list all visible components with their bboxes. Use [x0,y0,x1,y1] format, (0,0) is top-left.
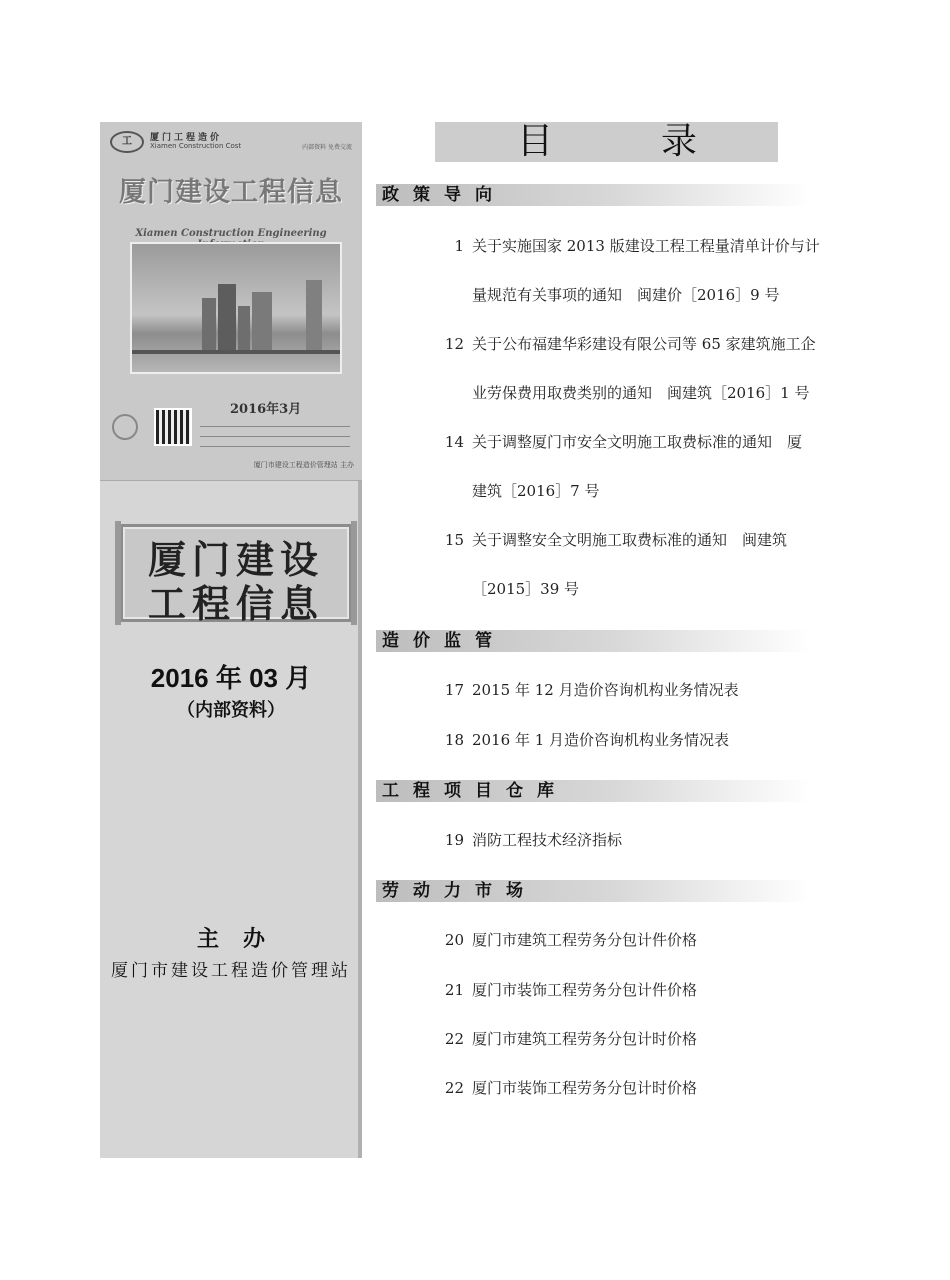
item-title-line2: ［2015］39 号 [472,580,580,598]
toc-item[interactable] [444,680,844,700]
toc-item[interactable] [444,980,844,1000]
section-header-cost-supervision: 造价监管 [376,630,811,652]
cover-date: 2016年3月 [230,402,302,417]
toc-item[interactable] [444,930,844,950]
cover-subtitle: Xiamen Construction Engineering [135,228,327,239]
page-number: 19 [444,831,464,849]
page-number: 12 [444,335,464,353]
sponsor-name: 厦门市建设工程造价管理站 [111,961,351,981]
item-title-line1: 关于调整厦门市安全文明施工取费标准的通知 厦 [472,433,803,451]
sponsor-label: 主办 [196,927,289,952]
item-title-line1: 厦门市装饰工程劳务分包计时价格 [472,1079,698,1097]
cover-tag: 内部资料 免费交流 [302,144,352,151]
page-number: 22 [444,1079,464,1097]
item-title-line2: 业劳保费用取费类别的通知 闽建筑［2016］1 号 [472,384,810,402]
toc-item[interactable] [444,1078,844,1098]
title-plaque [120,524,352,626]
page-number: 1 [454,237,464,255]
toc-item[interactable] [444,236,844,306]
item-title-line1: 厦门市建筑工程劳务分包计件价格 [472,931,698,949]
item-title-line1: 消防工程技术经济指标 [472,831,623,849]
page-number: 21 [444,981,464,999]
plaque-line-2: 工程信息 [147,581,324,626]
qr-code-icon [154,408,192,446]
item-title-line1: 厦门市建筑工程劳务分包计时价格 [472,1030,698,1048]
toc-item[interactable] [444,830,844,850]
cover-title: 厦门建设工程信息 [119,177,343,208]
item-title-line1: 关于调整安全文明施工取费标准的通知 闽建筑 [472,531,788,549]
cover-brand: 厦门工程造价 [150,133,223,143]
toc-title [435,122,778,162]
cover-cityscape-image [130,242,342,374]
toc-item[interactable] [444,730,844,750]
item-title-line1: 厦门市装饰工程劳务分包计件价格 [472,981,698,999]
cover-thumbnail [100,122,362,481]
toc-item[interactable] [444,334,844,404]
page-number: 15 [444,531,464,549]
section-header-project-warehouse: 工程项目仓库 [376,780,811,802]
scroll-rod-left [115,521,121,625]
section-header-policy: 政策导向 [376,184,811,206]
issue-date: 2016 年 03 月 [150,663,312,693]
item-title-line1: 2015 年 12 月造价咨询机构业务情况表 [472,681,739,699]
sidebar [100,122,362,1158]
item-title-line2: 建筑［2016］7 号 [472,482,600,500]
cover-info-lines [200,420,350,450]
section-header-labor-market: 劳动力市场 [376,880,811,902]
plaque-line-1: 厦门建设 [147,537,324,582]
page-number: 20 [444,931,464,949]
page-number: 22 [444,1030,464,1048]
toc-title-left: 目 [517,121,554,162]
internal-note: （内部资料） [177,700,285,721]
cover-publisher: 厦门市建设工程造价管理站 主办 [253,461,354,469]
item-title-line1: 关于实施国家 2013 版建设工程工程量清单计价与计 [472,237,820,255]
item-title-line1: 2016 年 1 月造价咨询机构业务情况表 [472,731,730,749]
page-number: 18 [444,731,464,749]
logo-icon: 工 [110,131,144,153]
item-title-line1: 关于公布福建华彩建设有限公司等 65 家建筑施工企 [472,335,816,353]
toc-item[interactable] [444,530,844,600]
cover-header [106,128,356,154]
page-number: 17 [444,681,464,699]
toc-item[interactable] [444,1029,844,1049]
toc-title-right: 录 [661,121,698,162]
item-title-line2: 量规范有关事项的通知 闽建价［2016］9 号 [472,286,780,304]
toc-item[interactable] [444,432,844,502]
cover-brand-en: Xiamen Construction Cost [150,142,242,150]
page-number: 14 [444,433,464,451]
emblem-icon [112,414,138,440]
scroll-rod-right [351,521,357,625]
